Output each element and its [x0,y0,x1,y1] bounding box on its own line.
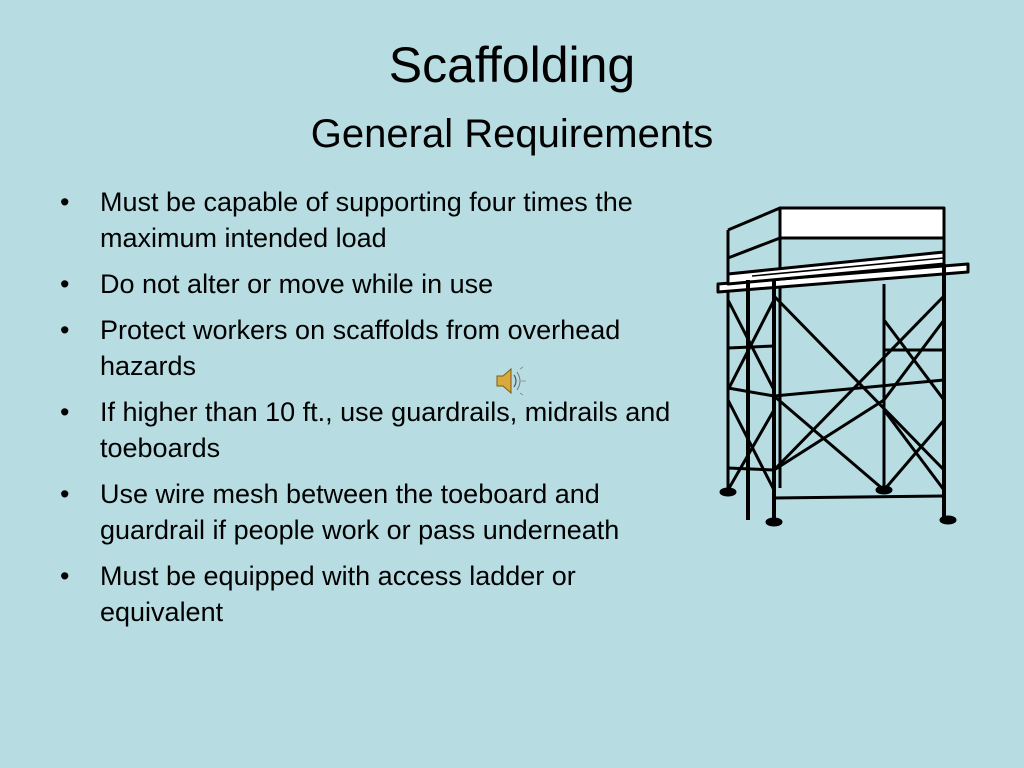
bullet-item [58,476,678,548]
bullet-dot: • [60,561,70,591]
bullet-item [58,266,678,302]
bullet-item [58,184,678,256]
bullet-item [58,558,678,630]
speaker-icon[interactable] [494,364,528,398]
bullet-dot: • [60,397,70,427]
slide-subtitle: General Requirements [310,112,714,156]
bullet-item [58,394,678,466]
bullet-dot: • [60,269,70,299]
bullet-text: Do not alter or move while in use [100,269,494,299]
bullet-text: Must be capable of supporting four times the maximum intended load [100,187,633,253]
bullet-text: Must be equipped with access ladder or equivalent [100,561,576,627]
bullet-text: Protect workers on scaffolds from overhead hazards [100,315,621,381]
bullet-text: Use wire mesh between the toeboard and guardrail if people work or pass underneath [100,479,620,545]
bullet-text: If higher than 10 ft., use guardrails, midrails and toeboards [100,397,671,463]
slide-title: Scaffolding [388,37,636,93]
bullet-list [58,184,678,640]
bullet-dot: • [60,479,70,509]
scaffold-illustration [712,200,972,530]
bullet-item [58,312,678,384]
bullet-dot: • [60,187,70,217]
bullet-dot: • [60,315,70,345]
